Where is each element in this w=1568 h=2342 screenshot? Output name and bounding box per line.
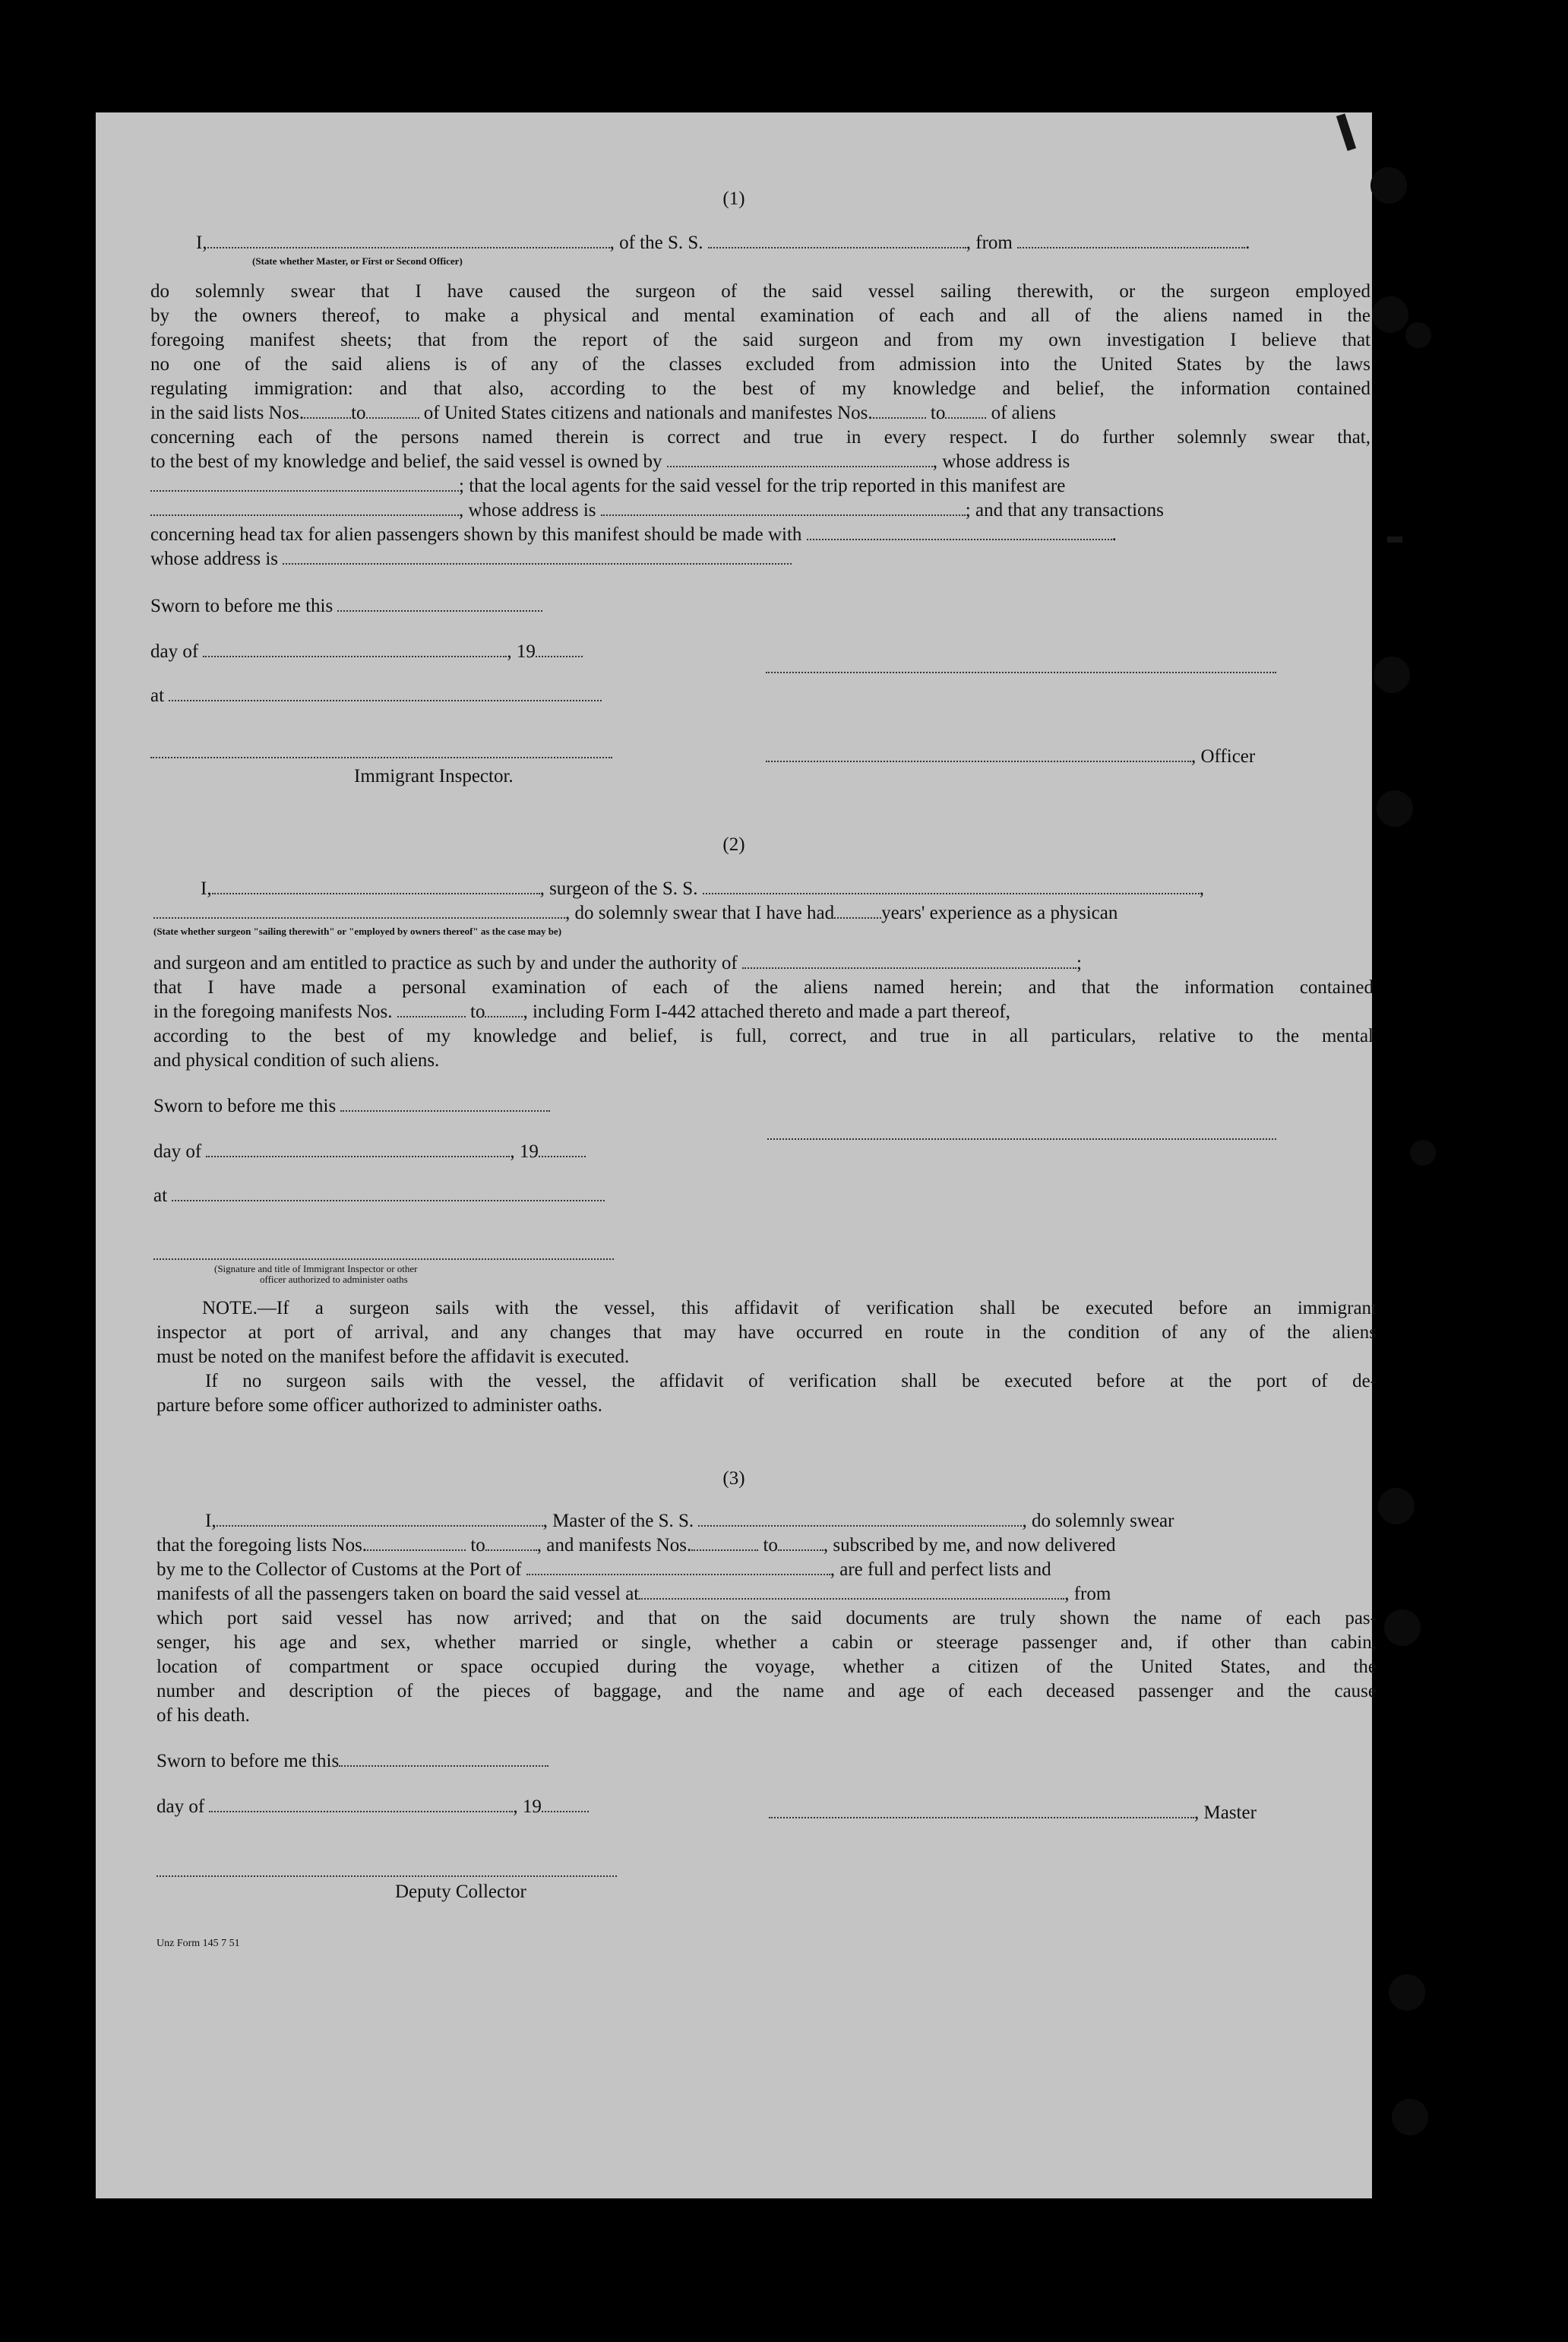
s3-body-line-3: location of compartment or space occupied during the voyage, whether a citizen of the United States, and the: [156, 1657, 1377, 1677]
section-1-number: (1): [722, 188, 745, 209]
s1-body-line-4: no one of the said aliens is of any of the classes excluded from admission into the United States by the laws: [150, 354, 1370, 375]
s1-at-line: at: [150, 684, 602, 708]
s2-surgeon-hint: (State whether surgeon "sailing therewith" or "employed by owners thereof" as the case may be): [153, 926, 562, 937]
s3-lists-line: that the foregoing lists Nos. to , and manifests Nos. to , subscribed by me, and now delivered: [156, 1535, 1116, 1556]
s1-officer-line: , Officer: [766, 745, 1255, 769]
s1-inspector-label: Immigrant Inspector.: [354, 766, 514, 786]
s1-master-line: I, , of the S. S. , from .: [196, 233, 1250, 253]
binder-hole: [1392, 2099, 1428, 2135]
s3-master-line: I, , Master of the S. S. , do solemnly swear: [205, 1511, 1174, 1531]
s1-head-tax-line: concerning head tax for alien passengers shown by this manifest should be made with .: [150, 524, 1117, 545]
s3-collector-line: by me to the Collector of Customs at the Port of , are full and perfect lists and: [156, 1559, 1051, 1580]
s2-inspector-sign-line: [153, 1257, 614, 1260]
form-id: Unz Form 145 7 51: [156, 1938, 240, 1949]
s2-experience-line: , do solemnly swear that I have had years' experience as a physican: [153, 901, 1118, 926]
binder-hole: [1389, 1974, 1425, 2011]
s2-signature-line: [767, 1137, 1276, 1140]
s1-body-line-5: regulating immigration: and that also, according to the best of my knowledge and belief, the information contained: [150, 378, 1370, 399]
s1-body-line-3: foregoing manifest sheets; that from the report of the said surgeon and from my own investigation I believe that: [150, 330, 1370, 350]
s1-owned-line: to the best of my knowledge and belief, the said vessel is owned by , whose address is: [150, 451, 1070, 472]
s3-deputy-sign-line: [156, 1874, 617, 1877]
s2-body-line-1: that I have made a personal examination of each of the aliens named herein; and that the information contained: [153, 977, 1374, 998]
s1-address-line: , whose address is ; and that any transactions: [150, 498, 1164, 523]
ink-mark: [1387, 536, 1402, 543]
s3-body-line-5: of his death.: [156, 1705, 250, 1726]
s2-day-line: day of , 19: [153, 1140, 586, 1164]
s2-sig-hint-2: officer authorized to administer oaths: [260, 1274, 408, 1285]
s3-body-line-4: number and description of the pieces of baggage, and the name and age of each deceased passenger and the cause: [156, 1681, 1377, 1701]
s1-signature-line-upper: [766, 670, 1276, 673]
s3-sworn-line: Sworn to before me this: [156, 1749, 548, 1774]
s2-body-line-2: according to the best of my knowledge and belief, is full, correct, and true in all particulars, relative to the mental: [153, 1026, 1374, 1046]
section-3-number: (3): [722, 1468, 745, 1489]
binder-hole: [1372, 296, 1408, 333]
s1-body-line-2: by the owners thereof, to make a physical and mental examination of each and all of the aliens named in the: [150, 305, 1370, 326]
manifest-affidavit-page: [96, 112, 1377, 2198]
note-line-3: must be noted on the manifest before the affidavit is executed.: [156, 1347, 630, 1367]
s2-body-line-3: and physical condition of such aliens.: [153, 1050, 440, 1071]
binder-hole: [1370, 167, 1407, 204]
s1-body-line-1: do solemnly swear that I have caused the surgeon of the said vessel sailing therewith, or the surgeon employed: [150, 281, 1370, 302]
s1-whose-address-line: whose address is: [150, 547, 792, 571]
s1-inspector-sign-line: [150, 755, 612, 758]
note-line-5: parture before some officer authorized to administer oaths.: [156, 1395, 602, 1416]
s1-master-hint: (State whether Master, or First or Second Officer): [252, 255, 463, 267]
s2-authority-line: and surgeon and am entitled to practice as such by and under the authority of ;: [153, 953, 1082, 973]
s3-body-line-1: which port said vessel has now arrived; and that on the said documents are truly shown the name of each pas-: [156, 1608, 1377, 1628]
s3-day-line: day of , 19: [156, 1795, 589, 1819]
note-line-1: NOTE.—If a surgeon sails with the vessel, this affidavit of verification shall be executed before an immigrant: [202, 1298, 1377, 1318]
s1-lists-line: in the said lists Nos. to of United States citizens and nationals and manifestes Nos. to of aliens: [150, 403, 1056, 423]
s3-manifests-of-line: manifests of all the passengers taken on board the said vessel at , from: [156, 1584, 1111, 1604]
s1-day-line: day of , 19: [150, 640, 583, 664]
s3-body-line-2: senger, his age and sex, whether married or single, whether a cabin or steerage passenger and, if other than cabin,: [156, 1632, 1377, 1653]
binder-hole: [1405, 322, 1431, 348]
s1-correct-line: concerning each of the persons named therein is correct and true in every respect. I do further solemnly swear that,: [150, 427, 1370, 448]
s3-deputy-label: Deputy Collector: [395, 1882, 526, 1902]
s3-master-sign-line: , Master: [769, 1801, 1257, 1825]
note-line-2: inspector at port of arrival, and any changes that may have occurred en route in the condition of any of the aliens: [156, 1322, 1377, 1343]
note-line-4: If no surgeon sails with the vessel, the affidavit of verification shall be executed before at the port of de-: [205, 1371, 1377, 1391]
s2-sworn-line: Sworn to before me this: [153, 1094, 550, 1119]
section-2-number: (2): [722, 834, 745, 855]
s2-at-line: at: [153, 1184, 605, 1208]
s2-sig-hint-1: (Signature and title of Immigrant Inspector or other: [214, 1263, 418, 1274]
binder-hole: [1377, 790, 1413, 827]
binder-hole: [1410, 1140, 1436, 1166]
s2-manifests-line: in the foregoing manifests Nos. to , including Form I-442 attached thereto and made a part thereof,: [153, 1002, 1010, 1022]
s2-surgeon-line: I, , surgeon of the S. S. ,: [201, 878, 1204, 899]
binder-hole: [1378, 1488, 1415, 1524]
binder-hole: [1384, 1609, 1421, 1646]
s1-agents-line: ; that the local agents for the said vessel for the trip reported in this manifest are: [150, 474, 1065, 498]
s1-sworn-line: Sworn to before me this: [150, 594, 542, 619]
binder-hole: [1374, 657, 1410, 693]
